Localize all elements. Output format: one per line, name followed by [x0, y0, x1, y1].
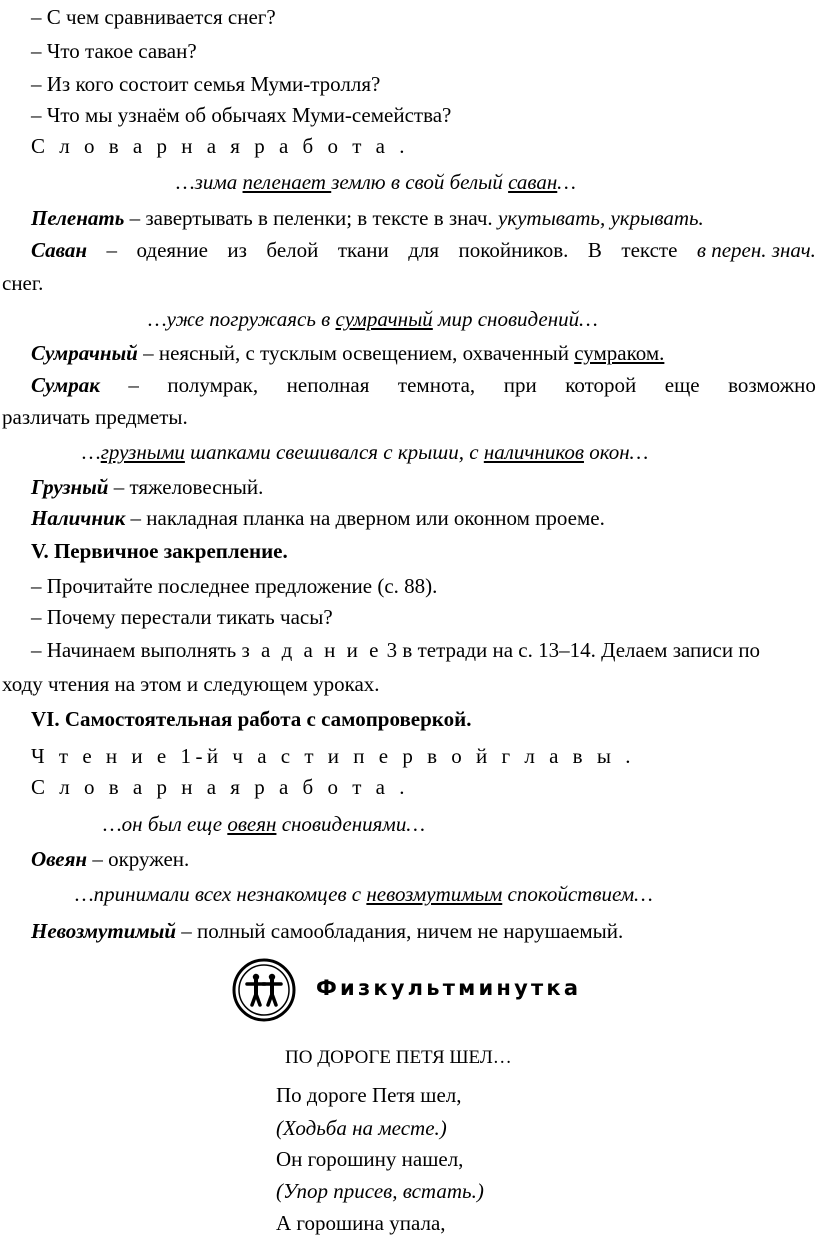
def-sumrak: [31, 372, 816, 398]
term: Овеян: [31, 847, 88, 871]
word: –: [128, 373, 139, 397]
word: неполная: [286, 373, 370, 397]
task-text: – Начинаем выполнять: [31, 638, 242, 662]
vocab-heading: С л о в а р н а я р а б о т а .: [31, 134, 409, 158]
task-text: 3 в тетради на с. 13–14. Делаем записи по: [381, 638, 761, 662]
question-1: – С чем сравнивается снег?: [31, 5, 276, 29]
word: для: [408, 238, 440, 262]
word: одеяние: [136, 238, 208, 262]
definition: – завертывать в пеленки; в тексте в знач.: [124, 206, 498, 230]
word: –: [106, 238, 118, 262]
word: ткани: [337, 238, 389, 262]
quote-word: саван: [508, 170, 558, 194]
term: Пеленать: [31, 206, 125, 230]
poem-line: По дороге Петя шел,: [276, 1083, 462, 1107]
def-pelenat: [31, 205, 704, 231]
quote-oveyan: [103, 811, 425, 837]
section-5-task: [31, 637, 760, 663]
quote-text: шапками свешивался с крыши, с: [184, 440, 484, 464]
quote-text: …: [82, 440, 101, 464]
poem-line: А горошина упала,: [276, 1211, 446, 1235]
quote-word: наличников: [483, 440, 584, 464]
question-4: – Что мы узнаём об обычаях Муми-семейства?: [31, 103, 452, 127]
quote-text: …принимали всех незнакомцев с: [75, 882, 367, 906]
fizkultminutka-title: Физкультминутка: [316, 976, 582, 1000]
word: В: [587, 238, 602, 262]
definition: – неясный, с тусклым освещением, охваченный: [137, 341, 575, 365]
def-savan: [31, 237, 816, 263]
quote-word: пеленает: [242, 170, 332, 194]
quote-nevozmutimy: [75, 881, 653, 907]
quote-text: сновидениями…: [276, 812, 425, 836]
def-savan-cont: снег.: [2, 271, 44, 295]
quote-text: …: [557, 170, 576, 194]
definition-italic: в перен. знач.: [696, 238, 816, 262]
word: при: [503, 373, 537, 397]
quote-zima: [176, 169, 576, 195]
word: тексте: [621, 238, 678, 262]
word: которой: [565, 373, 637, 397]
quote-word: овеян: [227, 812, 277, 836]
quote-text: спокойствием…: [502, 882, 653, 906]
poem-line: (Упор присев, встать.): [276, 1179, 484, 1203]
word: покойников.: [458, 238, 569, 262]
word: возможно: [728, 373, 816, 397]
term: Саван: [31, 238, 88, 262]
section-5-item: – Почему перестали тикать часы?: [31, 605, 333, 629]
reading-line: Ч т е н и е 1-й ч а с т и п е р в о й г л а в ы .: [31, 744, 635, 768]
def-sumrak-cont: различать предметы.: [2, 405, 188, 429]
term: Невозмутимый: [31, 919, 177, 943]
word: еще: [664, 373, 700, 397]
quote-text: …он был еще: [103, 812, 228, 836]
term: Грузный: [31, 475, 109, 499]
section-5-task-cont: ходу чтения на этом и следующем уроках.: [2, 672, 380, 696]
def-gruzny: [31, 474, 263, 500]
quote-text: окон…: [583, 440, 649, 464]
quote-sumrachny: [148, 306, 598, 332]
definition: – накладная планка на дверном или оконном проеме.: [125, 506, 605, 530]
word: темнота,: [397, 373, 476, 397]
section-5-heading: V. Первичное закрепление.: [31, 539, 288, 563]
quote-text: землю в свой белый: [331, 170, 509, 194]
def-nalichnik: [31, 505, 605, 531]
definition: – полный самообладания, ничем не нарушаемый.: [176, 919, 624, 943]
quote-text: …уже погружаясь в: [148, 307, 336, 331]
section-6-heading: VI. Самостоятельная работа с самопроверкой.: [31, 707, 472, 731]
task-spaced: з а д а н и е: [241, 638, 382, 662]
question-3: – Из кого состоит семья Муми-тролля?: [31, 72, 381, 96]
definition-italic: укутывать, укрывать.: [497, 206, 704, 230]
def-oveyan: [31, 846, 189, 872]
definition-underlined: сумраком.: [574, 341, 665, 365]
word: из: [227, 238, 247, 262]
section-5-item: – Прочитайте последнее предложение (с. 88).: [31, 574, 438, 598]
term: Наличник: [31, 506, 126, 530]
exercise-figures-icon: [232, 958, 296, 1022]
poem-line: (Ходьба на месте.): [276, 1116, 447, 1140]
definition: – тяжеловесный.: [108, 475, 264, 499]
word: белой: [266, 238, 319, 262]
term: Сумрачный: [31, 341, 138, 365]
question-2: – Что такое саван?: [31, 39, 197, 63]
quote-word: сумрачный: [335, 307, 433, 331]
definition: – окружен.: [87, 847, 190, 871]
quote-text: …зима: [176, 170, 243, 194]
def-nevozmutimy: [31, 918, 623, 944]
term: Сумрак: [31, 373, 100, 397]
poem-title: ПО ДОРОГЕ ПЕТЯ ШЕЛ…: [285, 1047, 512, 1068]
poem-line: Он горошину нашел,: [276, 1147, 464, 1171]
word: полумрак,: [167, 373, 259, 397]
quote-word: невозмутимым: [366, 882, 503, 906]
quote-gruzny: [82, 439, 648, 465]
vocab-heading-2: С л о в а р н а я р а б о т а .: [31, 775, 409, 799]
quote-word: грузными: [100, 440, 185, 464]
def-sumrachny: [31, 340, 664, 366]
quote-text: мир сновидений…: [432, 307, 598, 331]
